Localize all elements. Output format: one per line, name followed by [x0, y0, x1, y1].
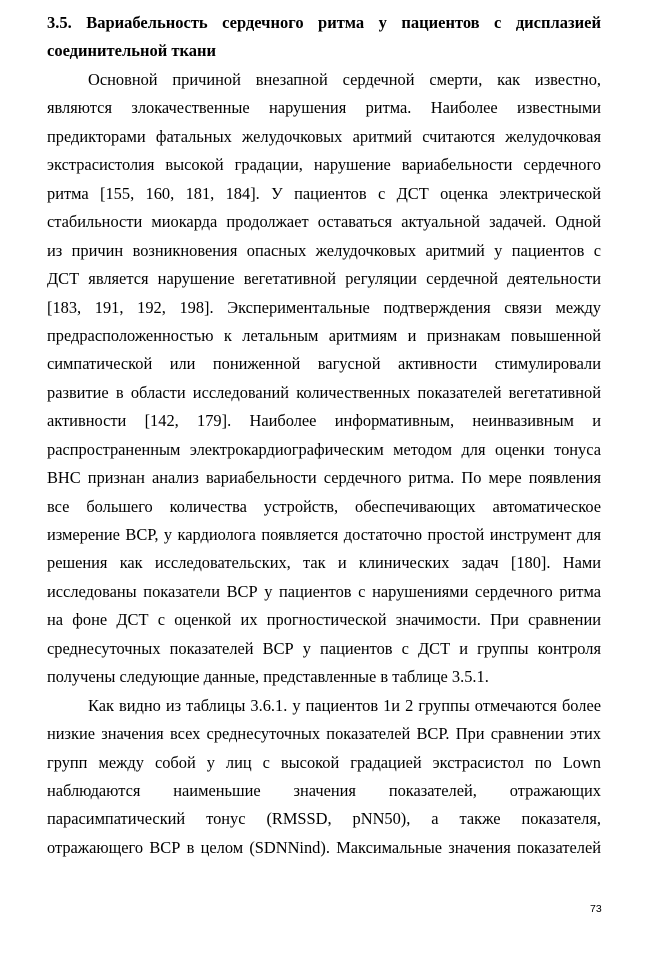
text-line: парасимпатический тонус (RMSSD, pNN50), а также показателя,: [47, 809, 601, 829]
page-number: 73: [590, 903, 602, 915]
section-title-line: 3.5. Вариабельность сердечного ритма у пациентов с дисплазией: [47, 13, 601, 32]
text-line: симпатической или пониженной вагусной активности стимулировали: [47, 354, 601, 374]
text-line: [183, 191, 192, 198]. Экспериментальные подтверждения связи между: [47, 297, 601, 317]
text-line: на фоне ДСТ с оценкой их прогностической значимости. При сравнении: [47, 610, 601, 630]
text-line: групп между собой у лиц с высокой градацией экстрасистол по Lown: [47, 752, 601, 772]
text-line: развитие в области исследований количественных показателей вегетативной: [47, 382, 601, 402]
text-line: Как видно из таблицы 3.6.1. у пациентов 1и 2 группы отмечаются более: [88, 695, 601, 715]
text-line: измерение ВСР, у кардиолога появляется достаточно простой инструмент для: [47, 525, 601, 544]
text-line: распространенным электрокардиографическим методом для оценки тонуса: [47, 439, 601, 459]
text-line: экстрасистолия высокой градации, нарушение вариабельности сердечного: [47, 155, 601, 175]
text-line: отражающего ВСР в целом (SDNNind). Максимальные значения показателей: [47, 837, 601, 857]
section-title-line: соединительной ткани: [47, 41, 216, 61]
text-line: низкие значения всех среднесуточных показателей ВСР. При сравнении этих: [47, 724, 601, 744]
text-line: предикторами фатальных желудочковых аритмий считаются желудочковая: [47, 126, 601, 146]
text-line: активности [142, 179]. Наиболее информативным, неинвазивным и: [47, 411, 601, 431]
text-line: исследованы показатели ВСР у пациентов с нарушениями сердечного ритма: [47, 581, 601, 601]
section-title: [47, 9, 601, 66]
text-line: наблюдаются наименьшие значения показателей, отражающих: [47, 780, 601, 800]
text-line: являются злокачественные нарушения ритма. Наиболее известными: [47, 98, 601, 118]
body-text: [47, 66, 601, 862]
paragraph-2: [47, 692, 601, 863]
text-line: предрасположенностью к летальным аритмиям и признакам повышенной: [47, 325, 601, 345]
text-line: ВНС признан анализ вариабельности сердечного ритма. По мере появления: [47, 468, 601, 488]
text-line: среднесуточных показателей ВСР у пациентов с ДСТ и группы контроля: [47, 638, 601, 658]
text-line: все большего количества устройств, обеспечивающих автоматическое: [47, 496, 601, 516]
text-line: ДСТ является нарушение вегетативной регуляции сердечной деятельности: [47, 269, 601, 289]
paragraph-1: [47, 66, 601, 692]
text-line: ритма [155, 160, 181, 184]. У пациентов с ДСТ оценка электрической: [47, 183, 601, 203]
text-line: Основной причиной внезапной сердечной смерти, как известно,: [88, 70, 601, 89]
text-line: стабильности миокарда продолжает оставаться актуальной задачей. Одной: [47, 212, 601, 232]
text-line: из причин возникновения опасных желудочковых аритмий у пациентов с: [47, 240, 601, 260]
text-line: получены следующие данные, представленные в таблице 3.5.1.: [47, 667, 489, 687]
text-line: решения как исследовательских, так и клинических задач [180]. Нами: [47, 553, 601, 573]
